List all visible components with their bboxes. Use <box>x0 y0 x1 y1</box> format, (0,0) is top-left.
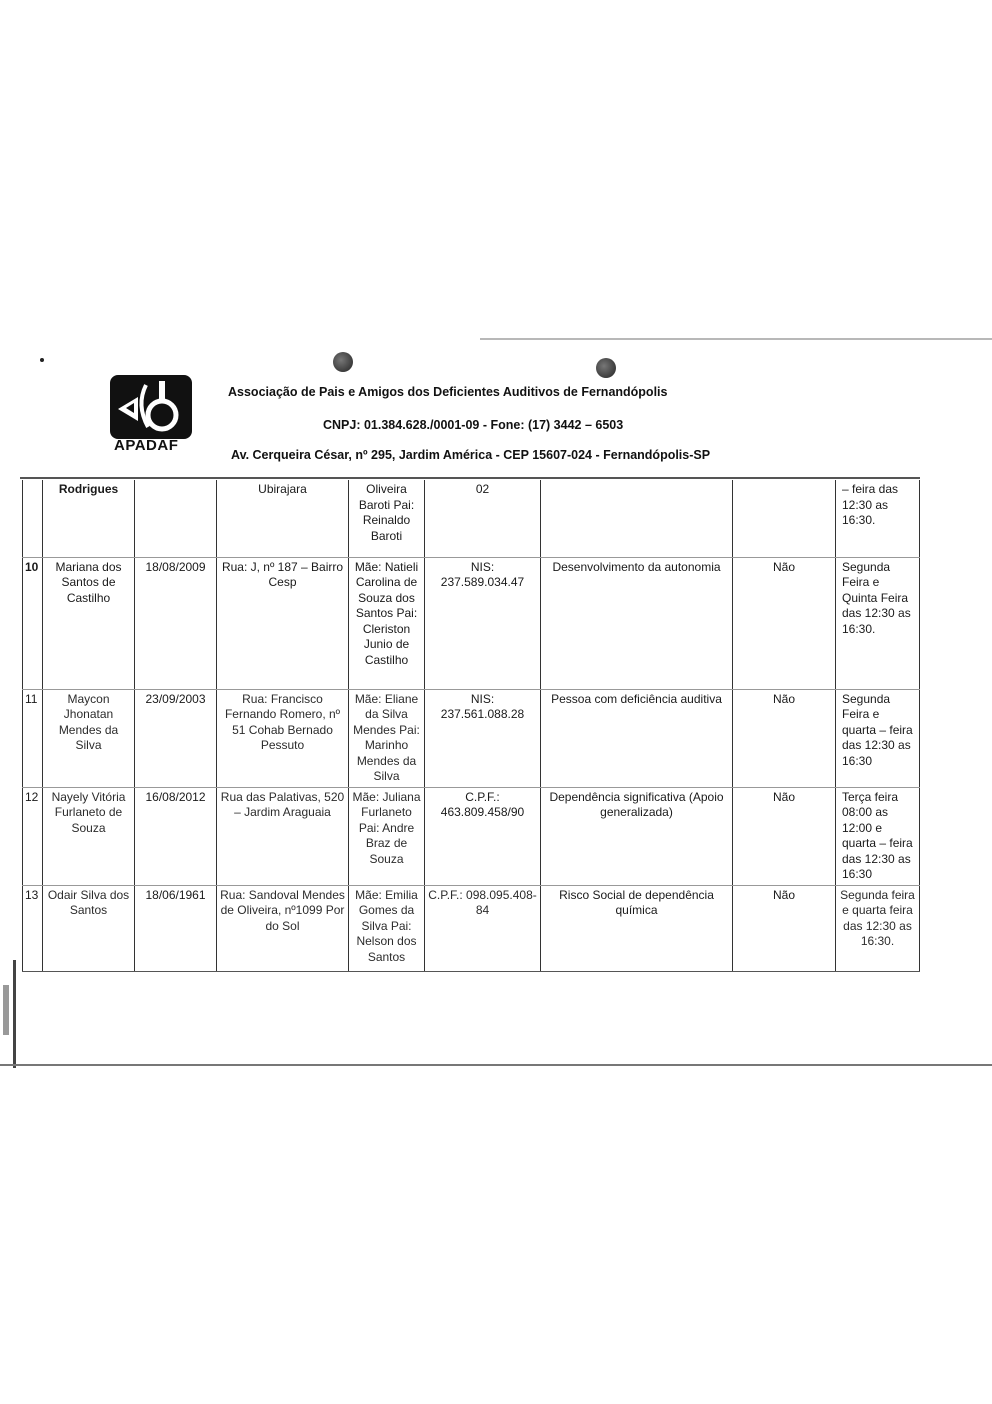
document-cell: C.P.F.: 463.809.458/90 <box>425 787 541 885</box>
name-cell: Mariana dos Santos de Castilho <box>43 557 135 689</box>
situation-cell <box>541 480 733 557</box>
scan-left-edge <box>13 960 16 1068</box>
document-cell: C.P.F.: 098.095.408-84 <box>425 885 541 971</box>
birth-date-cell <box>135 480 217 557</box>
situation-cell: Pessoa com deficiência auditiva <box>541 689 733 787</box>
schedule-cell: Terça feira 08:00 as 12:00 e quarta – feira das 12:30 as 16:30 <box>836 787 920 885</box>
row-number: 13 <box>23 885 43 971</box>
parents-cell: Mãe: Juliana Furlaneto Pai: Andre Braz de Souza <box>349 787 425 885</box>
parents-cell: Oliveira Baroti Pai: Reinaldo Baroti <box>349 480 425 557</box>
name-cell: Rodrigues <box>43 480 135 557</box>
logo-text: APADAF <box>114 437 179 454</box>
organization-name: Associação de Pais e Amigos dos Deficientes Auditivos de Fernandópolis <box>228 385 668 399</box>
punch-hole-left <box>333 352 353 372</box>
benefit-cell: Não <box>733 557 836 689</box>
address-line: Av. Cerqueira César, nº 295, Jardim América - CEP 15607-024 - Fernandópolis-SP <box>231 448 711 462</box>
scan-left-edge-shadow <box>3 985 9 1035</box>
situation-cell: Dependência significativa (Apoio generalizada) <box>541 787 733 885</box>
address-cell: Rua das Palativas, 520 – Jardim Araguaia <box>217 787 349 885</box>
schedule-cell: Segunda feira e quarta feira das 12:30 as 16:30. <box>836 885 920 971</box>
parents-cell: Mãe: Eliane da Silva Mendes Pai: Marinho Mendes da Silva <box>349 689 425 787</box>
row-number: 12 <box>23 787 43 885</box>
benefit-cell <box>733 480 836 557</box>
row-number: 11 <box>23 689 43 787</box>
benefit-cell: Não <box>733 787 836 885</box>
address-cell: Rua: Francisco Fernando Romero, nº 51 Cohab Bernado Pessuto <box>217 689 349 787</box>
birth-date-cell: 18/08/2009 <box>135 557 217 689</box>
address-cell: Rua: Sandoval Mendes de Oliveira, nº1099 Por do Sol <box>217 885 349 971</box>
scan-bottom-edge <box>0 1064 992 1066</box>
benefit-cell: Não <box>733 885 836 971</box>
apadaf-logo <box>110 375 192 467</box>
document-cell: 02 <box>425 480 541 557</box>
table-row <box>23 480 920 557</box>
ear-icon <box>110 375 192 439</box>
parents-cell: Mãe: Emilia Gomes da Silva Pai: Nelson dos Santos <box>349 885 425 971</box>
table-row <box>23 557 920 689</box>
table-row <box>23 885 920 971</box>
logo-mark <box>110 375 192 439</box>
punch-hole-right <box>596 358 616 378</box>
row-number: 10 <box>23 557 43 689</box>
document-cell: NIS: 237.561.088.28 <box>425 689 541 787</box>
scan-speck <box>40 358 44 362</box>
row-number <box>23 480 43 557</box>
name-cell: Odair Silva dos Santos <box>43 885 135 971</box>
birth-date-cell: 16/08/2012 <box>135 787 217 885</box>
schedule-cell: Segunda Feira e quarta – feira das 12:30 as 16:30 <box>836 689 920 787</box>
situation-cell: Risco Social de dependência química <box>541 885 733 971</box>
benefit-cell: Não <box>733 689 836 787</box>
scan-top-rule <box>480 338 992 340</box>
cnpj-phone-line: CNPJ: 01.384.628./0001-09 - Fone: (17) 3442 – 6503 <box>323 418 624 432</box>
schedule-cell: Segunda Feira e Quinta Feira das 12:30 as 16:30. <box>836 557 920 689</box>
name-cell: Nayely Vitória Furlaneto de Souza <box>43 787 135 885</box>
address-cell: Rua: J, nº 187 – Bairro Cesp <box>217 557 349 689</box>
table-row <box>23 689 920 787</box>
document-cell: NIS: 237.589.034.47 <box>425 557 541 689</box>
situation-cell: Desenvolvimento da autonomia <box>541 557 733 689</box>
name-cell: Maycon Jhonatan Mendes da Silva <box>43 689 135 787</box>
table-row <box>23 787 920 885</box>
birth-date-cell: 18/06/1961 <box>135 885 217 971</box>
header-divider <box>20 477 920 479</box>
beneficiaries-table <box>22 480 920 972</box>
birth-date-cell: 23/09/2003 <box>135 689 217 787</box>
schedule-cell: – feira das 12:30 as 16:30. <box>836 480 920 557</box>
address-cell: Ubirajara <box>217 480 349 557</box>
parents-cell: Mãe: Natieli Carolina de Souza dos Santos Pai: Cleriston Junio de Castilho <box>349 557 425 689</box>
